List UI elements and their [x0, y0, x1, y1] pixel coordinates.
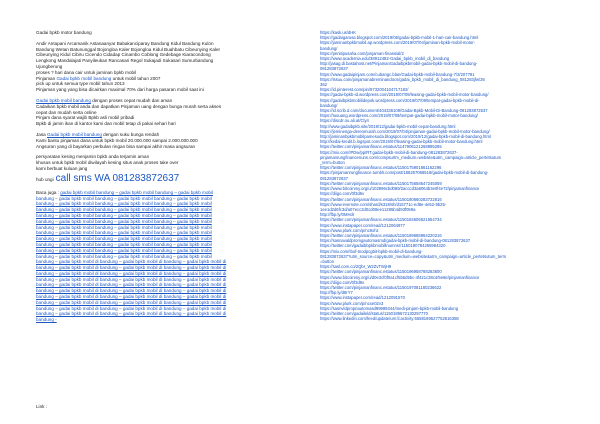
- reference-link[interactable]: https://jeminenga-dereomurah.com/2019/07/04/pinjaman-gadai-bpkb-mobil-motor-bandung/: [320, 128, 490, 134]
- text-line: Angsuran yang di bayarkan perbulan ringan bisa sampai akhir masa angsuran: [36, 143, 196, 149]
- doc-title: Gadai bpkb motor bandung: [36, 30, 92, 35]
- reference-link[interactable]: https://www.instapaper.com/read/1212091570: [320, 295, 405, 301]
- reference-link[interactable]: https://twitter.com/gadaileld/status/1150189672130297770: [320, 310, 428, 316]
- reference-link[interactable]: https://twitter.com/pinjamanfinanc.estatus/1150180660283722816: [320, 196, 442, 202]
- text-line: Pinjaman yang yang bisa dicairkan maximal 70% dari harga pasaran mobil saat ini: [36, 87, 204, 93]
- related-link[interactable]: bandung – gadai bpkb mobil di bandung – gadai bpkb mobil di bandung – gadai bpkb mobil di: [36, 282, 227, 288]
- district-line: Ujungberung: [36, 63, 63, 69]
- text-line: proses ? hari dana cair untuk jaminan bpkb mobil: [36, 69, 137, 75]
- text-line: kami berbuat kuluan jang: [36, 165, 88, 171]
- reference-link[interactable]: 1ee1d2d6fc3d/a07ecc2d0cd08ee11285b4d93f059a: [320, 206, 416, 212]
- reference-link[interactable]: https://twitter.com/pinjamanfinanc.estatus/1150175901861162296: [320, 165, 442, 171]
- district-line: Lengkong Mandalajati Panyileukan Rancasari Regol Sukajadi Sukasari Sumurbandung: [36, 58, 214, 64]
- related-link[interactable]: bandung – gadai bpkb mobil di bandung – gadai bpkb mobil di bandung – gadai bpkb mobil di: [36, 305, 227, 311]
- reference-link[interactable]: https://gadai-bpkb-id.wordpress.com/2019/07/09/leasing-gadai-bpkb-mobil-motor-bandung/: [320, 92, 489, 98]
- related-link[interactable]: bandung – gadai bpkb mobil bandung – gadai bpkb mobil bandung – gadai bpkb mobil: [36, 230, 212, 236]
- reference-link[interactable]: https://twitter.com/pinjamanfinanc.estatus/1150189688964220216: [320, 232, 442, 238]
- district-line: Andir Antapani Arcamanik Astanaanyar Babakanciparay Bandung Kidul Bandung Kulon: [36, 40, 214, 46]
- reference-link[interactable]: bandung/: [320, 45, 338, 51]
- reference-link[interactable]: https://www.linkedin.com/feed/update/urn:li:activity:6558169527752616388: [320, 316, 459, 322]
- hotline: [36, 173, 310, 185]
- district-paragraph: [36, 41, 310, 70]
- related-link[interactable]: bandung – gadai bpkb mobil bandung – gadai bpkb mobil bandung – gadai bpkb mobil: [36, 201, 212, 207]
- reference-link[interactable]: https://www.evernote.com/shard/s318/sh/d15771c-ed8e-4e52-9b25-: [320, 201, 447, 207]
- related-link[interactable]: bandung – gadai bpkb mobil di bandung – gadai bpkb mobil di bandung – gadai bpkb mobil di: [36, 270, 227, 276]
- related-link[interactable]: bandung – gadai bpkb mobil di bandung – gadai bpkb mobil di bandung – gadai bpkb mobil di: [36, 265, 227, 271]
- related-link[interactable]: bandung – gadai bpkb mobil bandung – gadai bpkb mobil bandung – gadai bpkb mobil: [36, 224, 212, 230]
- reference-link[interactable]: https://discdr.ou.ali.at/Cly4: [320, 118, 369, 124]
- reference-link[interactable]: https://www.gadaipinjam.com/cubangc.blan/Gadai-bpkb-mobil-bandung-7/3/207791: [320, 71, 475, 77]
- district-line: Cibeunying Kidul Cibiru Cicendo Cidadap Cinambo Coblong Gedebage Kiaracondong: [36, 52, 211, 58]
- text-line: persyaratan kesing menjamin bpkb anda terjamin aman: [36, 154, 150, 160]
- reference-link[interactable]: https://id.pinterest.com/pin/9732004104717182/: [320, 87, 409, 93]
- district-line: Bandung Wetan Batununggal Bojongloa Kaler Bojongloa Kidul Buahbatu Cibeunying Kaler: [36, 46, 221, 52]
- reference-link[interactable]: https://twitter.com/pinjamanfinanc.estatus/1150175658547245059: [320, 180, 442, 186]
- related-link[interactable]: bandung – gadai bpkb mobil bandung – gadai bpkb mobil bandung – gadai bpkb mobil: [36, 236, 212, 242]
- gadai-link[interactable]: Gadai bpkb mobil bandung: [46, 131, 102, 137]
- link-label: Link :: [36, 404, 47, 409]
- reference-link[interactable]: https://twitter.com/pinjamanfinanc.estatus/1150196958788283600: [320, 269, 442, 275]
- related-link[interactable]: bandung – gadai bpkb mobil di bandung – gadai bpkb mobil di bandung – gadai bpkb mobil di: [36, 276, 227, 282]
- text-suffix: untuk mobil tahun 2007: [111, 75, 161, 81]
- reference-link[interactable]: 081283872637: [320, 66, 348, 72]
- reference-link[interactable]: https://issuu.com/pinjamanabreminandocs/gadai_bpkb_mobil_di_bandung_081283jfw/36: [320, 76, 485, 82]
- text-prefix: Jasa: [36, 131, 47, 137]
- reference-link[interactable]: http://www.gadaibpkb.site/2019/12/gadai-bpkb-mobil-cepat-bandung.html: [320, 123, 456, 129]
- gadai-link[interactable]: Gadai bpkb mobil bandung: [56, 75, 112, 81]
- baca-label: Baca juga :: [36, 189, 59, 195]
- text-line: cepat dan mudah serta online: [36, 109, 97, 115]
- text-line: Pinjam dana syarat wajib Bpkb asli mobil pribadi: [36, 115, 135, 121]
- reference-link[interactable]: https://jaminanbpkbmobil.ap.wordpress.com/2019/07/04/jaminan-bpkb-mobil-motor-: [320, 40, 476, 46]
- related-link[interactable]: bandung – gadai bpkb mobil di bandung – gadai bpkb mobil di bandung – gadai bpkb mobil di: [36, 311, 227, 317]
- reference-link[interactable]: https://www.academia.edu/38912482-Gadai_bpkb_mobil_di_bandung: [320, 56, 450, 62]
- reference-link[interactable]: https://diigo.com/0f3d6v: [320, 191, 365, 197]
- hotline-number[interactable]: call sms WA 081283872637: [55, 172, 180, 184]
- reference-link[interactable]: https://sasl.com.co/2Qbr_W2ZvTWjH9: [320, 264, 392, 270]
- related-link[interactable]: bandung – gadai bpkb mobil bandung – gadai bpkb mobil bandung – gadai bpkb mobil: [36, 212, 212, 218]
- reference-link[interactable]: https://id.scrib.d.com/document/404336109/Gadai-Bpkb-Mobil-Di-Bandung-081283872637: [320, 108, 488, 114]
- reference-link[interactable]: http://fbp.ly/d8rY7: [320, 290, 353, 296]
- text-line: Kami bantu pinjaman dana untuk bpkb mobil 20.000.000 sampai 2.000.000.000: [36, 137, 198, 143]
- related-link[interactable]: bandung – gadai bpkb mobil di bandung – gadai bpkb mobil di bandung – gadai bpkb mobil di: [36, 299, 227, 305]
- reference-link[interactable]: =button: [320, 258, 335, 264]
- related-link[interactable]: bandung – gadai bpkb mobil di bandung – gadai bpkb mobil di bandung – gadai bpkb mobil di: [36, 288, 227, 294]
- text-suffix: dengan proses cepat mudah dan aman: [90, 97, 173, 103]
- text-line: Bpkb di jamin ikan di kantor kami dan mobil tetap di pakai sehari hari: [36, 121, 176, 127]
- reference-link[interactable]: _term=button: [320, 160, 345, 166]
- gadai-link[interactable]: Gadai bpkb mobil bandung: [36, 97, 91, 103]
- related-link[interactable]: bandung – gadai bpkb mobil bandung – gadai bpkb mobil bandung – gadai bpkb mobil: [36, 241, 212, 247]
- text-line: pick up untuk semua type mobil tahun 2013: [36, 81, 125, 87]
- reference-link[interactable]: https://kask.us/dHK: [320, 30, 357, 35]
- related-link[interactable]: bandung – gadai bpkb mobil di bandung – gadai bpkb mobil di bandung – gadai bpkb mobil di: [36, 294, 227, 300]
- related-link[interactable]: bandung – gadai bpkb mobil di bandung – gadai bpkb mobil di bandung – gadai bpkb mobil di: [36, 259, 227, 265]
- related-link[interactable]: bandung – gadai bpkb mobil bandung – gadai bpkb mobil bandung – gadai bpkb mobil: [36, 253, 212, 259]
- interest-paragraph: [36, 132, 310, 149]
- reference-link[interactable]: 362: [320, 82, 327, 88]
- reference-link[interactable]: 081283872637: [320, 175, 348, 181]
- text-suffix: dengan suku bunga rendah: [101, 131, 160, 137]
- reference-link[interactable]: pinjamanrungfinancenuns.com/compsurtm_medium=website&utm_campaign=article_pertetsutum: [320, 154, 502, 160]
- process-paragraph: [36, 98, 310, 127]
- reference-link[interactable]: http://jaminanbpkbmobilpamesuda.blogspot.com/2019/12/gadai-bpkb-mobil-di-bandung.html: [320, 134, 491, 140]
- reference-link[interactable]: https://tuouang.wordpress.com/2019/07/09/tempat-gadai-bpkb-mobil-motor-bandung/: [320, 113, 478, 119]
- reference-link[interactable]: https://sasnavaldpromgautomasmd/gadai-bpkb-mobil-di-bandung-081283872637: [320, 238, 471, 244]
- reference-link[interactable]: https://www.bitcoinmy.org/u/102896cbd089/2acccd3a8064b3e0f4e72/pinjamanfinance: [320, 186, 480, 192]
- reference-link[interactable]: http://jasag.di.bastahost.net/PinjamanGadaibpkbmobil-gadai-bpkb-mobil-di-bandung-: [320, 61, 478, 67]
- reference-link[interactable]: https://gadaibpkbmobilidepok.wordpress.com/2019/07/09/tempat-gadai-bpkb-mobil-di-: [320, 97, 480, 103]
- reference-link[interactable]: https://twitter.com/pinjamanfinanc.estatus/1147906121268895265: [320, 144, 442, 150]
- reference-link[interactable]: https://www.instapaper.com/read/1212064977: [320, 222, 405, 228]
- reference-link[interactable]: 081283872637?utm_source=copy&utm_medium=website&utm_campaign=article_pertetsutum_term: [320, 253, 507, 259]
- left-column: [36, 30, 310, 323]
- related-link[interactable]: gadai bpkb mobil bandung – gadai bpkb mobil bandung – gadai bpkb mobil: [60, 189, 214, 195]
- text-prefix: Pinjaman: [36, 75, 57, 81]
- reference-link[interactable]: https://sasnvldpropriautomasd99999344/medi-pinjam-bpkb-mobil-bandung: [320, 305, 459, 311]
- reference-link[interactable]: https://mix.com/!bof-tnodpcgbit-bpkb-mobil-di-bandung-: [320, 248, 423, 254]
- reference-link[interactable]: https://diigo.com/0f3d9x: [320, 279, 365, 285]
- reference-link[interactable]: https://pinjamanrungfinance.tumblr.com/post/186267068518/gadai-bpkb-mobil-di-bandung-: [320, 170, 489, 176]
- related-link[interactable]: bandung -: [36, 317, 57, 323]
- reference-link[interactable]: https://twitter.com/pinjamanfinanc.estatus/1150184606621654734: [320, 217, 442, 223]
- reference-link[interactable]: https://twitter.com/pinjamanfinanc.estatus/1150197081180236622: [320, 284, 442, 290]
- related-link[interactable]: bandung – gadai bpkb mobil bandung – gadai bpkb mobil bandung – gadai bpkb mobil: [36, 207, 212, 213]
- text-line: Cadaikan bpkb mobil anda dan dapatkan Pinjaman uang dengan bunga murah serta akses: [36, 103, 222, 109]
- reference-link[interactable]: http://fbp.ly/0MHdr: [320, 212, 355, 218]
- related-link[interactable]: bandung – gadai bpkb mobil bandung – gadai bpkb mobil bandung – gadai bpkb mobil: [36, 195, 212, 201]
- reference-link[interactable]: https://gadaigarusa.blogspot.com/2019/06/gadai-bpkb-mobil-1-hari-cair-bandung.html: [320, 35, 479, 41]
- reference-link[interactable]: http://kedai-kredit.b.logspot.com/2019/07/leasing-gadai-bpkb-mobil-motor-bandung.html: [320, 139, 483, 145]
- related-link[interactable]: bandung – gadai bpkb mobil bandung – gadai bpkb mobil bandung – gadai bpkb mobil: [36, 218, 212, 224]
- related-links: [36, 190, 310, 323]
- hotline-prefix: hub ungi: [36, 176, 54, 182]
- reference-link[interactable]: https://penitipusaha.com/pinjaman-finansial/2: [320, 50, 404, 56]
- reference-link[interactable]: https://mix.com/!PDw/pp/RT.gadai-bpkb-mobil-di-bandung-081283872637-: [320, 149, 458, 155]
- reference-link[interactable]: https://twitter.com/gadaibbpkbmobillnumnsr/1150180784265984320: [320, 243, 446, 249]
- text-line: khusus untuk bpkb mobil diwilayah kesing situs anak proses take over: [36, 160, 179, 166]
- related-link[interactable]: bandung – gadai bpkb mobil bandung – gadai bpkb mobil bandung – gadai bpkb mobil: [36, 247, 212, 253]
- loan-info-paragraph: [36, 70, 310, 93]
- reference-link[interactable]: bandung/: [320, 102, 338, 108]
- reference-link[interactable]: https://www.plurk.com/p/nc9xhz: [320, 227, 379, 233]
- right-column-links: [320, 30, 582, 321]
- reference-link[interactable]: https://www.bitcoinmy.org/u/d0e3cf0f0a1cf5b6d5bc-4f421c38c4/5e8e/pinjamanfinance: [320, 274, 480, 280]
- reference-link[interactable]: https://www.plurk.com/p/ncxe02v3: [320, 300, 384, 306]
- requirements-paragraph: [36, 154, 310, 171]
